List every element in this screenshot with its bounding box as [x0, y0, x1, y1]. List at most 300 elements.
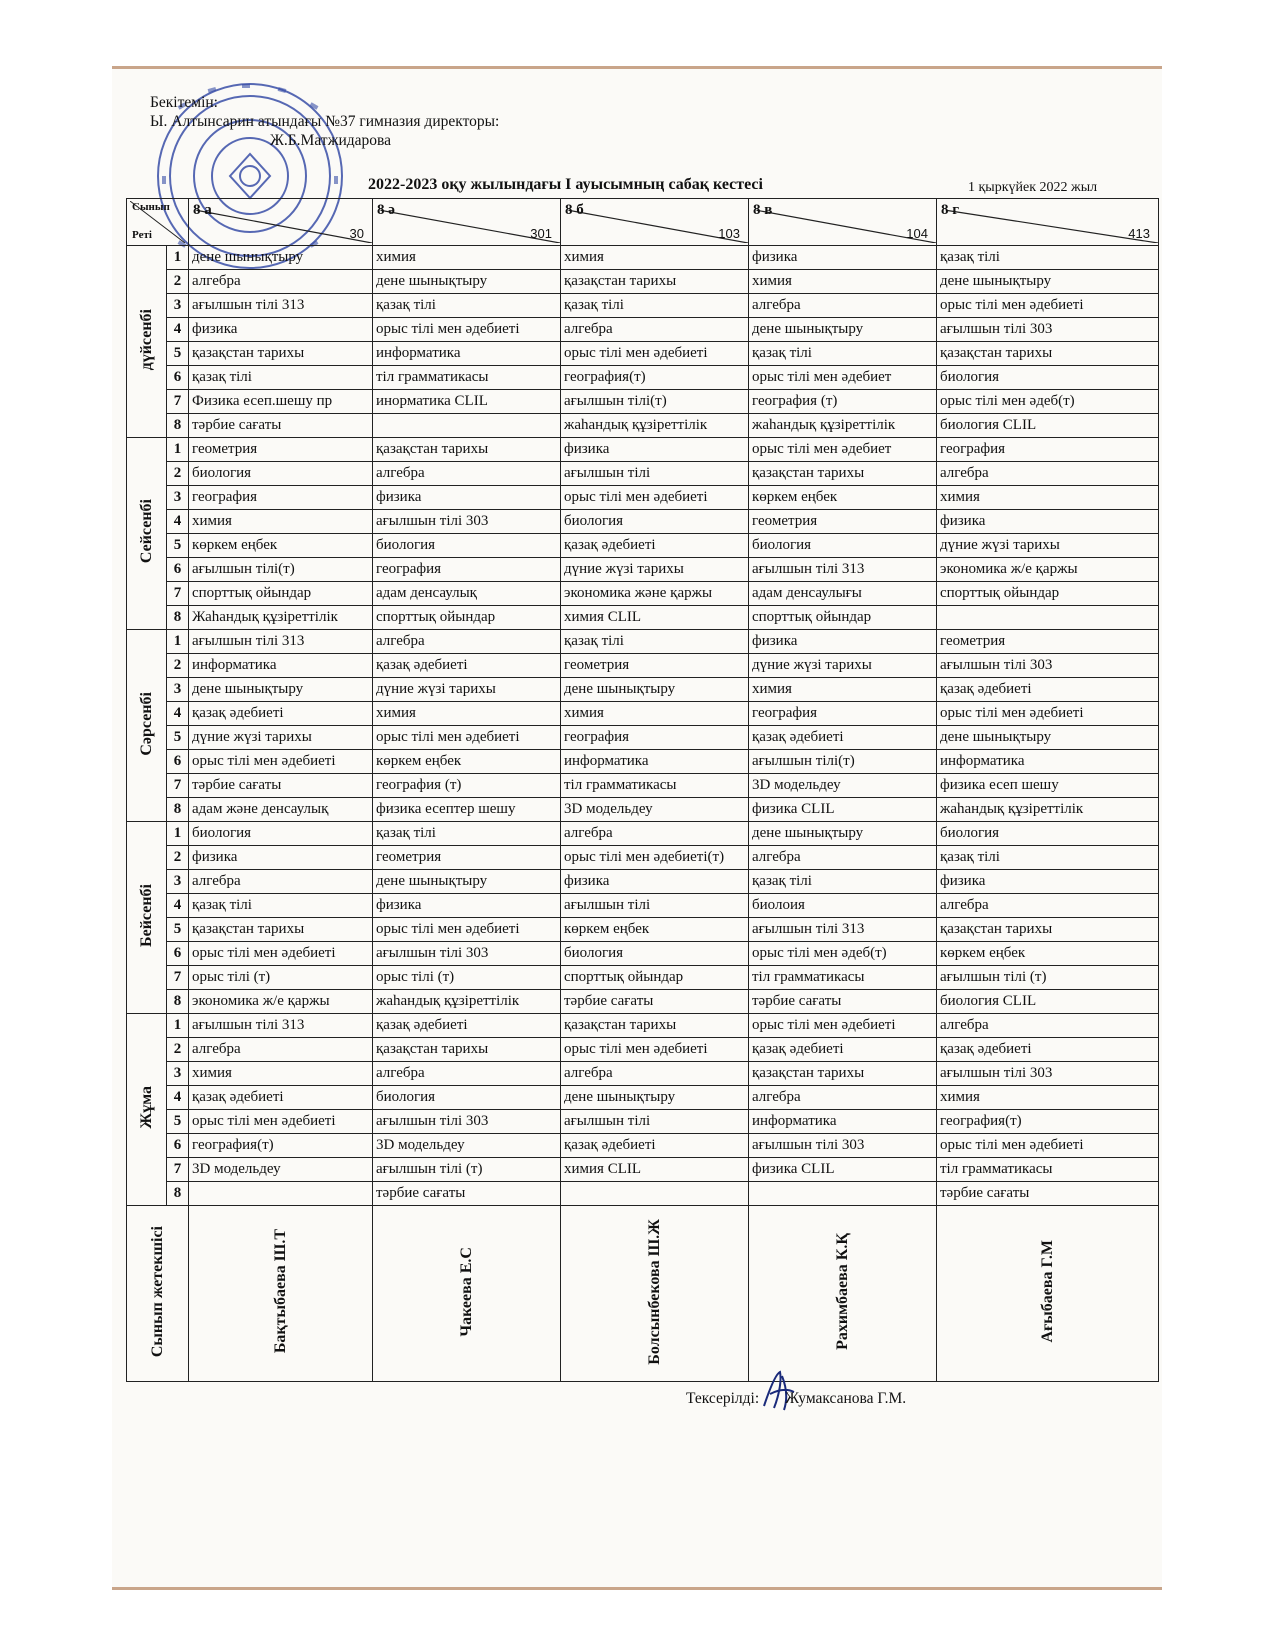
lesson-number: 4 [167, 509, 189, 533]
lesson-cell: дене шынықтыру [373, 269, 561, 293]
lesson-cell: дене шынықтыру [561, 1085, 749, 1109]
lesson-number: 6 [167, 557, 189, 581]
lesson-number: 5 [167, 341, 189, 365]
lesson-cell: дүние жүзі тарихы [937, 533, 1159, 557]
corner-header [127, 199, 189, 246]
class-name: 8 ә [377, 201, 395, 218]
lesson-row [127, 725, 1159, 749]
lesson-row [127, 965, 1159, 989]
lesson-cell: орыс тілі мен әдебиеті [561, 1037, 749, 1061]
lesson-cell: география(т) [189, 1133, 373, 1157]
lesson-row [127, 437, 1159, 461]
lesson-cell: физика [749, 245, 937, 269]
day-name: Сәрсенбі [137, 691, 155, 756]
lesson-cell: спорттық ойындар [189, 581, 373, 605]
lesson-cell: физика [373, 893, 561, 917]
lesson-cell: биология [749, 533, 937, 557]
lesson-cell: қазақстан тарихы [189, 917, 373, 941]
lesson-row [127, 941, 1159, 965]
lesson-row [127, 317, 1159, 341]
homeroom-teacher: Болсынбекова Ш.Ж [645, 1218, 663, 1365]
lesson-cell: география [373, 557, 561, 581]
lesson-row [127, 701, 1159, 725]
lesson-row [127, 677, 1159, 701]
lesson-number: 8 [167, 797, 189, 821]
lesson-cell: қазақ тілі [561, 293, 749, 317]
lesson-cell: ағылшын тілі(т) [189, 557, 373, 581]
lesson-cell: ағылшын тілі 303 [373, 941, 561, 965]
lesson-row [127, 1109, 1159, 1133]
lesson-cell: алгебра [937, 1013, 1159, 1037]
lesson-cell: қазақ әдебиеті [937, 677, 1159, 701]
lesson-cell: алгебра [749, 293, 937, 317]
lesson-cell: алгебра [749, 845, 937, 869]
lesson-cell: дүние жүзі тарихы [373, 677, 561, 701]
class-name: 8 г [941, 201, 960, 218]
lesson-cell: орыс тілі (т) [189, 965, 373, 989]
lesson-cell: орыс тілі мен әдебиеті [749, 1013, 937, 1037]
lesson-number: 2 [167, 269, 189, 293]
lesson-cell: биология [189, 461, 373, 485]
class-header [561, 199, 749, 246]
lesson-cell: биология [373, 533, 561, 557]
day-name: Бейсенбі [137, 883, 155, 947]
lesson-cell: тәрбие сағаты [749, 989, 937, 1013]
lesson-cell: физика [561, 437, 749, 461]
lesson-cell: информатика [749, 1109, 937, 1133]
lesson-cell: ағылшын тілі (т) [937, 965, 1159, 989]
lesson-cell: география (т) [373, 773, 561, 797]
lesson-cell: қазақстан тарихы [937, 917, 1159, 941]
document-title: 2022-2023 оқу жылындағы І ауысымның сабақ кестесі [368, 176, 763, 193]
lesson-cell: орыс тілі мен әдеб(т) [937, 389, 1159, 413]
lesson-cell: алгебра [189, 1037, 373, 1061]
lesson-cell: қазақстан тарихы [373, 1037, 561, 1061]
lesson-number: 7 [167, 965, 189, 989]
lesson-row [127, 989, 1159, 1013]
lesson-cell: қазақ тілі [189, 893, 373, 917]
lesson-cell: география [189, 485, 373, 509]
lesson-row [127, 269, 1159, 293]
lesson-cell: ағылшын тілі 313 [189, 1013, 373, 1037]
lesson-number: 8 [167, 605, 189, 629]
document-date: 1 қыркүйек 2022 жыл [968, 180, 1098, 195]
lesson-cell: физика CLIL [749, 797, 937, 821]
director-title: Ы. Алтынсарин атындағы №37 гимназия директоры: [150, 113, 500, 130]
checked-by [686, 1390, 906, 1408]
lesson-cell: орыс тілі мен әдебиеті [189, 941, 373, 965]
lesson-cell: география [749, 701, 937, 725]
day-name: дүйсенбі [137, 308, 155, 371]
lesson-cell: алгебра [561, 1061, 749, 1085]
lesson-cell: орыс тілі мен әдебиеті [937, 293, 1159, 317]
lesson-cell: орыс тілі мен әдебиеті [189, 1109, 373, 1133]
lesson-cell: алгебра [189, 269, 373, 293]
lesson-row [127, 1013, 1159, 1037]
lesson-cell: химия [373, 245, 561, 269]
lesson-cell: химия CLIL [561, 605, 749, 629]
lesson-number: 3 [167, 869, 189, 893]
lesson-cell [561, 1181, 749, 1205]
class-room: 30 [349, 225, 364, 241]
lesson-cell: спорттық ойындар [749, 605, 937, 629]
lesson-number: 1 [167, 1013, 189, 1037]
lesson-cell: информатика [561, 749, 749, 773]
lesson-row [127, 917, 1159, 941]
lesson-cell: ағылшын тілі 313 [749, 917, 937, 941]
lesson-cell: алгебра [189, 869, 373, 893]
lesson-number: 6 [167, 365, 189, 389]
class-name: 8 в [753, 201, 773, 218]
lesson-row [127, 485, 1159, 509]
lesson-cell: қазақстан тарихы [561, 269, 749, 293]
lesson-cell: химия [373, 701, 561, 725]
lesson-cell: жаһандық құзіреттілік [937, 797, 1159, 821]
lesson-cell: ағылшын тілі 303 [373, 1109, 561, 1133]
lesson-row [127, 293, 1159, 317]
lesson-cell: химия [189, 1061, 373, 1085]
lesson-cell: алгебра [561, 317, 749, 341]
lesson-cell: қазақ тілі [373, 821, 561, 845]
lesson-cell: биология [937, 365, 1159, 389]
lesson-cell: геометрия [749, 509, 937, 533]
lesson-row [127, 557, 1159, 581]
lesson-cell: алгебра [749, 1085, 937, 1109]
corner-class-label: Сынып [132, 200, 170, 213]
lesson-cell: жаһандық құзіреттілік [749, 413, 937, 437]
lesson-cell: география [937, 437, 1159, 461]
lesson-cell: дене шынықтыру [373, 869, 561, 893]
lesson-cell: адам денсаулығы [749, 581, 937, 605]
lesson-cell: орыс тілі мен әдебиеті [561, 341, 749, 365]
lesson-cell: қазақ әдебиеті [373, 653, 561, 677]
lesson-cell: тіл грамматикасы [561, 773, 749, 797]
homeroom-label-cell [127, 1205, 189, 1381]
class-name: 8 а [193, 201, 212, 218]
lesson-cell: орыс тілі мен әдебиет [749, 365, 937, 389]
lesson-cell: алгебра [373, 1061, 561, 1085]
lesson-cell: алгебра [373, 629, 561, 653]
lesson-cell: тәрбие сағаты [373, 1181, 561, 1205]
lesson-cell [189, 1181, 373, 1205]
lesson-number: 4 [167, 701, 189, 725]
lesson-cell: қазақстан тарихы [189, 341, 373, 365]
lesson-number: 7 [167, 389, 189, 413]
lesson-cell: ағылшын тілі 313 [189, 629, 373, 653]
lesson-number: 2 [167, 461, 189, 485]
lesson-row [127, 461, 1159, 485]
lesson-row [127, 1085, 1159, 1109]
lesson-cell: химия [937, 485, 1159, 509]
lesson-row [127, 653, 1159, 677]
class-room: 413 [1128, 225, 1150, 241]
lesson-cell: биология CLIL [937, 413, 1159, 437]
lesson-cell: география(т) [561, 365, 749, 389]
lesson-row [127, 365, 1159, 389]
lesson-number: 7 [167, 1157, 189, 1181]
lesson-number: 3 [167, 485, 189, 509]
class-name: 8 б [565, 201, 584, 218]
lesson-cell: ағылшын тілі(т) [749, 749, 937, 773]
lesson-cell: тіл грамматикасы [373, 365, 561, 389]
lesson-cell: орыс тілі мен әдебиеті [373, 725, 561, 749]
homeroom-teacher-cell [749, 1205, 937, 1381]
lesson-cell: қазақ тілі [189, 365, 373, 389]
lesson-cell: қазақ әдебиеті [749, 1037, 937, 1061]
lesson-cell: тәрбие сағаты [189, 413, 373, 437]
lesson-number: 5 [167, 533, 189, 557]
lesson-cell: қазақ тілі [561, 629, 749, 653]
lesson-cell: физика есеп шешу [937, 773, 1159, 797]
lesson-row [127, 413, 1159, 437]
lesson-cell: алгебра [937, 461, 1159, 485]
day-cell [127, 821, 167, 1013]
lesson-number: 1 [167, 629, 189, 653]
lesson-cell [749, 1181, 937, 1205]
homeroom-label: Сынып жетекшісі [148, 1225, 166, 1358]
lesson-cell: геометрия [561, 653, 749, 677]
lesson-cell: орыс тілі мен әдебиет [749, 437, 937, 461]
lesson-number: 5 [167, 1109, 189, 1133]
lesson-cell: қазақстан тарихы [373, 437, 561, 461]
lesson-cell: тіл грамматикасы [749, 965, 937, 989]
lesson-cell: тәрбие сағаты [561, 989, 749, 1013]
lesson-cell: ағылшын тілі 303 [937, 1061, 1159, 1085]
director-name: Ж.Б.Матжидарова [270, 132, 392, 149]
lesson-number: 2 [167, 845, 189, 869]
lesson-cell: биология [189, 821, 373, 845]
lesson-cell: дене шынықтыру [749, 821, 937, 845]
lesson-cell [937, 605, 1159, 629]
lesson-cell: қазақ тілі [937, 245, 1159, 269]
homeroom-teacher-cell [561, 1205, 749, 1381]
lesson-cell: физика [189, 845, 373, 869]
lesson-cell: география(т) [937, 1109, 1159, 1133]
lesson-row [127, 797, 1159, 821]
lesson-cell: көркем еңбек [373, 749, 561, 773]
lesson-cell: информатика [189, 653, 373, 677]
lesson-cell: орыс тілі (т) [373, 965, 561, 989]
lesson-cell: дене шынықтыру [189, 245, 373, 269]
lesson-cell: геометрия [373, 845, 561, 869]
lesson-cell: көркем еңбек [749, 485, 937, 509]
lesson-cell: физика [189, 317, 373, 341]
homeroom-teacher-cell [189, 1205, 373, 1381]
lesson-row [127, 605, 1159, 629]
lesson-cell: геометрия [189, 437, 373, 461]
lesson-cell: орыс тілі мен әдебиеті(т) [561, 845, 749, 869]
lesson-number: 6 [167, 749, 189, 773]
lesson-number: 2 [167, 653, 189, 677]
lesson-cell: дене шынықтыру [937, 269, 1159, 293]
lesson-cell: Физика есеп.шешу пр [189, 389, 373, 413]
lesson-cell: қазақ әдебиеті [373, 1013, 561, 1037]
lesson-row [127, 581, 1159, 605]
lesson-row [127, 773, 1159, 797]
lesson-cell: дене шынықтыру [561, 677, 749, 701]
lesson-cell: қазақ әдебиеті [937, 1037, 1159, 1061]
lesson-cell: физика CLIL [749, 1157, 937, 1181]
lesson-cell: орыс тілі мен әдебиеті [561, 485, 749, 509]
lesson-cell: ағылшын тілі 313 [749, 557, 937, 581]
class-header [749, 199, 937, 246]
approve-label: Бекітемін: [150, 94, 218, 111]
lesson-cell: информатика [937, 749, 1159, 773]
lesson-row [127, 893, 1159, 917]
homeroom-teacher-cell [937, 1205, 1159, 1381]
lesson-cell: экономика және қаржы [561, 581, 749, 605]
lesson-cell: химия [189, 509, 373, 533]
lesson-cell: ағылшын тілі(т) [561, 389, 749, 413]
lesson-cell: ағылшын тілі [561, 893, 749, 917]
lesson-cell: көркем еңбек [937, 941, 1159, 965]
lesson-cell: инорматика CLIL [373, 389, 561, 413]
lesson-row [127, 821, 1159, 845]
lesson-cell: орыс тілі мен әдебиеті [189, 749, 373, 773]
lesson-number: 8 [167, 413, 189, 437]
lesson-number: 7 [167, 581, 189, 605]
lesson-row [127, 1157, 1159, 1181]
lesson-row [127, 509, 1159, 533]
day-name: Жұма [137, 1086, 155, 1129]
lesson-row [127, 749, 1159, 773]
lesson-cell: геометрия [937, 629, 1159, 653]
lesson-cell: қазақ тілі [749, 341, 937, 365]
checked-label: Тексерілді: [686, 1390, 760, 1407]
lesson-cell: физика [937, 509, 1159, 533]
lesson-number: 8 [167, 1181, 189, 1205]
schedule-table [126, 198, 1159, 1382]
lesson-cell: қазақ тілі [373, 293, 561, 317]
homeroom-teacher-cell [373, 1205, 561, 1381]
lesson-cell: ағылшын тілі [561, 1109, 749, 1133]
lesson-cell: химия [749, 269, 937, 293]
corner-order-label: Реті [132, 228, 152, 241]
lesson-cell: жаһандық құзіреттілік [561, 413, 749, 437]
lesson-cell: адам және денсаулық [189, 797, 373, 821]
lesson-cell: көркем еңбек [561, 917, 749, 941]
lesson-cell: орыс тілі мен әдеб(т) [749, 941, 937, 965]
lesson-cell: экономика ж/е қаржы [937, 557, 1159, 581]
lesson-cell: физика [937, 869, 1159, 893]
lesson-cell: дүние жүзі тарихы [561, 557, 749, 581]
lesson-number: 3 [167, 293, 189, 317]
lesson-cell: спорттық ойындар [561, 965, 749, 989]
lesson-row [127, 533, 1159, 557]
lesson-cell: қазақстан тарихы [749, 461, 937, 485]
homeroom-teacher: Бақтыбаева Ш.Т [271, 1229, 289, 1354]
lesson-cell: физика [749, 629, 937, 653]
lesson-cell: биолоия [749, 893, 937, 917]
day-cell [127, 629, 167, 821]
lesson-number: 8 [167, 989, 189, 1013]
lesson-cell: қазақ әдебиеті [561, 533, 749, 557]
checker-name: Жумаксанова Г.М. [785, 1390, 907, 1407]
lesson-cell: алгебра [561, 821, 749, 845]
lesson-cell: 3D модельдеу [189, 1157, 373, 1181]
lesson-row [127, 245, 1159, 269]
lesson-cell: география (т) [749, 389, 937, 413]
lesson-cell: көркем еңбек [189, 533, 373, 557]
lesson-cell: тәрбие сағаты [937, 1181, 1159, 1205]
class-header [373, 199, 561, 246]
lesson-number: 4 [167, 317, 189, 341]
lesson-row [127, 869, 1159, 893]
lesson-cell: 3D модельдеу [561, 797, 749, 821]
approval-block [150, 93, 499, 150]
lesson-row [127, 341, 1159, 365]
lesson-cell: адам денсаулық [373, 581, 561, 605]
lesson-cell: ағылшын тілі 303 [937, 653, 1159, 677]
lesson-cell: орыс тілі мен әдебиеті [373, 317, 561, 341]
lesson-cell: химия CLIL [561, 1157, 749, 1181]
lesson-number: 6 [167, 1133, 189, 1157]
lesson-cell: ағылшын тілі 303 [937, 317, 1159, 341]
class-room: 103 [718, 225, 740, 241]
lesson-cell: орыс тілі мен әдебиеті [937, 1133, 1159, 1157]
lesson-cell: информатика [373, 341, 561, 365]
lesson-cell: биология [373, 1085, 561, 1109]
lesson-cell: спорттық ойындар [937, 581, 1159, 605]
lesson-cell: 3D модельдеу [373, 1133, 561, 1157]
lesson-cell: ағылшын тілі (т) [373, 1157, 561, 1181]
lesson-cell: қазақстан тарихы [749, 1061, 937, 1085]
lesson-row [127, 629, 1159, 653]
day-cell [127, 437, 167, 629]
lesson-cell: биология [937, 821, 1159, 845]
lesson-cell: физика [561, 869, 749, 893]
homeroom-teacher: Рахимбаева К.Қ [833, 1233, 851, 1350]
lesson-cell: ағылшын тілі [561, 461, 749, 485]
lesson-cell: қазақстан тарихы [937, 341, 1159, 365]
lesson-cell: дүние жүзі тарихы [189, 725, 373, 749]
lesson-number: 5 [167, 725, 189, 749]
lesson-cell: қазақ тілі [749, 869, 937, 893]
lesson-row [127, 1133, 1159, 1157]
class-header [189, 199, 373, 246]
lesson-cell: 3D модельдеу [749, 773, 937, 797]
class-room: 301 [530, 225, 552, 241]
lesson-cell: қазақ әдебиеті [561, 1133, 749, 1157]
lesson-row [127, 389, 1159, 413]
lesson-cell: қазақ тілі [937, 845, 1159, 869]
lesson-cell: биология CLIL [937, 989, 1159, 1013]
class-room: 104 [906, 225, 928, 241]
lesson-number: 3 [167, 1061, 189, 1085]
lesson-cell: қазақ әдебиеті [189, 701, 373, 725]
class-header [937, 199, 1159, 246]
lesson-cell: ағылшын тілі 303 [749, 1133, 937, 1157]
lesson-row [127, 1037, 1159, 1061]
lesson-cell: география [561, 725, 749, 749]
lesson-cell: алгебра [373, 461, 561, 485]
lesson-cell: химия [749, 677, 937, 701]
lesson-number: 3 [167, 677, 189, 701]
homeroom-teacher: Чакеева Е.С [457, 1246, 475, 1337]
lesson-cell: қазақстан тарихы [561, 1013, 749, 1037]
lesson-cell: тіл грамматикасы [937, 1157, 1159, 1181]
lesson-cell: химия [561, 245, 749, 269]
lesson-cell: дене шынықтыру [749, 317, 937, 341]
lesson-cell [373, 413, 561, 437]
lesson-cell: физика [373, 485, 561, 509]
lesson-cell: биология [561, 509, 749, 533]
lesson-row [127, 845, 1159, 869]
lesson-number: 2 [167, 1037, 189, 1061]
homeroom-teacher: Ағыбаева Г.М [1038, 1240, 1056, 1343]
lesson-number: 7 [167, 773, 189, 797]
lesson-cell: биология [561, 941, 749, 965]
